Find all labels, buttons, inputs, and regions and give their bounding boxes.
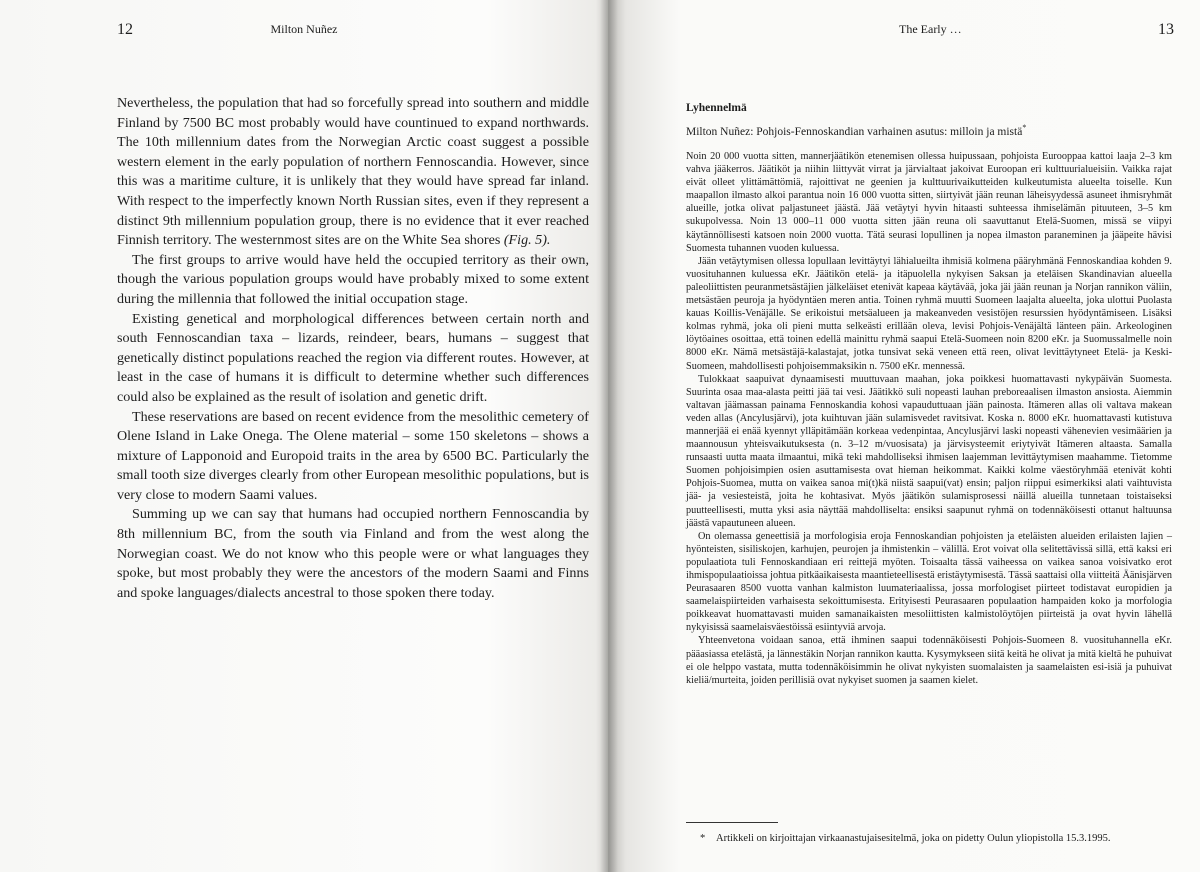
paragraph [117, 94, 589, 251]
paragraph: These reservations are based on recent evidence from the mesolithic cemetery of Olene Island in Lake Onega. The Olene material – some 150 skeletons – shows a mixture of Lapponoid and Europoid traits in the area by 6500 BC. Particularly the small tooth size diverges clearly from other European mesolithic populations, but is very close to modern Saami values. [117, 408, 589, 503]
paragraph: On olemassa geneettisiä ja morfologisia eroja Fennoskandian pohjoisten ja eteläisten alueiden erilaisten lajien – hyönteisten, sisiliskojen, karhujen, peurojen ja ihmistenkin – välillä. Erot voivat olla selitettävissä sillä, että kaksi eri populaatiota tuli Fennoskandiaan eri reittejä myöten. Toisaalta tässä vaiheessa on vaikea sanoa voisivatko erot ihmispopulaatioissa johtua pitkäaikaisesta maantieteellisestä eristäytymisestä. Tässä saattaisi olla viitteitä Äänisjärven Peurasaaren 8500 vuotta vanhan kalmiston luumateriaalissa, jossa morfologiset piirteet todistavat europidien ja saamelaispiirteiden varhaisesta sekoittumisesta. Erityisesti Peurasaaren populaation hampaiden koko ja morfologia poikkeavat huomattavasti muiden samanaikaisten mesoliittisten kalmistolöytöjen piirteistä ja ovat hyvin lähellä nykyisissä saamelaisväestöissä esiintyviä arvoja. [686, 530, 1172, 634]
paragraph: Jään vetäytymisen ollessa lopullaan levittäytyi lähialueilta ihmisiä kolmena pääryhmänä Fennoskandiaa kohden 9. vuosituhannen kuluessa eKr. Jäätikön etelä- ja itäpuolella nykyisen Saksan ja eteläisen Skandinavian alueella paleoliittisten peuranmetsästäjien jälkeläiset etenivät kapeaa käytävää, joka jäi jään reunan ja Norjan rannikon väliin, metsästäen peuroja ja hyödyntäen meren antia. Toinen ryhmä muutti Suomeen laajalta alueelta, joka ulottui Puolasta kauas Koillis-Venäjälle. Se erikoistui metsäalueen ja makeanveden vesistöjen resurssien hyödyntämiseen. Lisäksi kolmas ryhmä, joka oli pieni mutta selkeästi erillään oleva, levisi Pohjois-Venäjältä länteen päin. Arkeologinen löytöaines osoittaa, että toinen edellä mainittu ryhmä saapui Etelä-Suomeen noin 8200 eKr. ja Suomussalmelle noin 8000 eKr. Nämä metsästäjä-kalastajat, jotka tunsivat sekä veneen että reen, olivat levittäytyneet Etelä- ja Keski-Suomeen, mahdollisesti pohjoisemmaksikin n. 7500 eKr. mennessä. [686, 255, 1172, 372]
paragraph: Existing genetical and morphological differences between certain north and south Fennoscandian taxa – lizards, reindeer, bears, humans – suggest that genetically distinct populations reached the region via different routes. However, at least in the case of humans it is difficult to determine whether such differences could also be explained as the result of isolation and genetic drift. [117, 310, 589, 405]
footnote-marker: * [1022, 123, 1027, 132]
paragraph: Summing up we can say that humans had occupied northern Fennoscandia by 8th millennium BC, from the south via Finland and from the west along the Norwegian coast. We do not know who this people were or what languages they spoke, but most probably they were the ancestors of the modern Saami and Finns and spoke languages/dialects ancestral to those spoken there today. [117, 506, 589, 601]
page-number: 13 [1158, 21, 1174, 38]
author-title-text: Milton Nuñez: Pohjois-Fennoskandian varhainen asutus: milloin ja mistä [686, 125, 1023, 138]
right-page [608, 0, 1200, 872]
section-title: Lyhennelmä [686, 102, 747, 114]
footnote-text: Artikkeli on kirjoittajan virkaanastujaisesitelmä, joka on pidetty Oulun yliopistolla 15.3.1995. [716, 833, 1111, 844]
paragraph: Tulokkaat saapuivat dynaamisesti muuttuvaan maahan, joka poikkesi huomattavasti nykypäivän Suomesta. Suurinta osaa maa-alasta peitti jää tai vesi. Jäätikkö suli nopeasti lauhan preboreaalisen ilmaston ansiosta. Aiemmin valtavan jäämassan painama Fennoskandia kohosi vapauduttuaan jään painosta. Itämeren allas oli valtava makean veden allas (Ancylusjärvi), jota kuihtuvan jään sulamisvedet ravitsivat. Koska n. 8000 eKr. huomattavasti kutistuva mannerjää ei enää kyennyt ylläpitämään korkeaa vedenpintaa, Ancylusjärvi laski nopeasti vähenevien vesimäärien ja maannousun yhteisvaikutuksesta (n. 3–12 m/vuosisata) ja järvisysteemit eriytyivät Itämeren altaasta. Samalla runsaasti uutta maata ilmaantui, mikä teki mahdolliseksi ihmisen laajemman levittäytymisen maahamme. Tietomme Suomen pohjoisimpien osien asuttamisesta ovat hieman heikommat. Kaikki kolme väestöryhmää etenivät kohti Pohjois-Suomea, mutta on vaikea sanoa mi(t)kä niistä saapui(vat) ensin; paljon riippui esimerkiksi alati vaihtuvista jää- ja vesiesteistä, joita he kohtasivat. Myös jäätikön sulamisprosessi näillä alueilla tunnetaan toistaiseksi puutteellisesti, mutta yksi asia näyttää mahdolliselta: ensiksi saapunut ryhmä on todennäköisesti ottanut haltuunsa jäästä vapautuneen alueen. [686, 373, 1172, 529]
paragraph: The first groups to arrive would have held the occupied territory as their own, though the various population groups would have probably mixed to some extent during the millennia that followed the initial occupation stage. [117, 251, 589, 307]
running-head: Milton Nuñez [270, 22, 338, 36]
paragraph: Yhteenvetona voidaan sanoa, että ihminen saapui todennäköisesti Pohjois-Suomeen 8. vuosituhannella eKr. pääasiassa etelästä, ja lännestäkin Norjan rannikon kautta. Kysymykseen siitä keitä he olivat ja mitä kieltä he puhuivat ei ole helppo vastata, mutta todennäköisimmin he olivat nykyisten suomalaisten ja saamelaisten esi-isiä ja puhuivat kieliä/murteita, joiden perillisiä ovat nykyiset suomen ja saamen kielet. [686, 635, 1172, 686]
gutter-shadow [600, 0, 618, 872]
paragraph-text: Nevertheless, the population that had so forcefully spread into southern and middle Finland by 7500 BC most probably would have countinued to expand northwards. The 10th millennium dates from the Norwegian Arctic coast suggest a possible western element in the early population of northern Fennoscandia. However, since this was a maritime culture, it is unlikely that they would have spread far inland. With respect to the imperfectly known North Russian sites, even if they represent a distinct 9th millennium population group, there is no evidence that it ever reached Finnish territory. The westernmost sites are on the White Sea shores [117, 95, 589, 249]
author-line [686, 123, 1026, 138]
page-number: 12 [117, 21, 133, 38]
footnote-divider [686, 822, 778, 823]
footnote-mark: * [700, 833, 706, 844]
footnote [700, 833, 1172, 844]
figure-reference: (Fig. 5). [503, 232, 551, 249]
summary-text [686, 150, 1172, 687]
running-head: The Early … [899, 22, 962, 36]
body-text [117, 94, 589, 603]
paragraph: Noin 20 000 vuotta sitten, mannerjäätikön etenemisen ollessa huipussaan, pohjoista Eurooppaa kattoi laaja 2–3 km vahva jääkerros. Jäätiköt ja niihin liittyvät virrat ja järvialtaat jakoivat Euroopan eri kulttuurialueisiin. Vaikka rajat eivät olleet ylittämättömiä, rajoittivat ne geenien ja kulttuurivaikutteiden kulkeutumista alueelta toiselle. Kun maapallon ilmasto alkoi parantua noin 16 000 vuotta sitten, siirtyivät jään reunan läheisyydessä asuneet ihmisryhmät alueille, jotka olivat paljastuneet jäästä. Jää vetäytyi hyvin hitaasti suhteessa ihmiselämän pituuteen, 3–5 km sukupolvessa. Noin 13 000–11 000 vuotta sitten jään reuna oli saavuttanut Etelä-Suomen, missä se viipyi käytännöllisesti katsoen noin 2000 vuotta. Tätä seurasi lopullinen ja nopea ilmaston paraneminen ja jääpeite hävisi Suomesta tuhannen vuoden kuluessa. [686, 151, 1172, 254]
